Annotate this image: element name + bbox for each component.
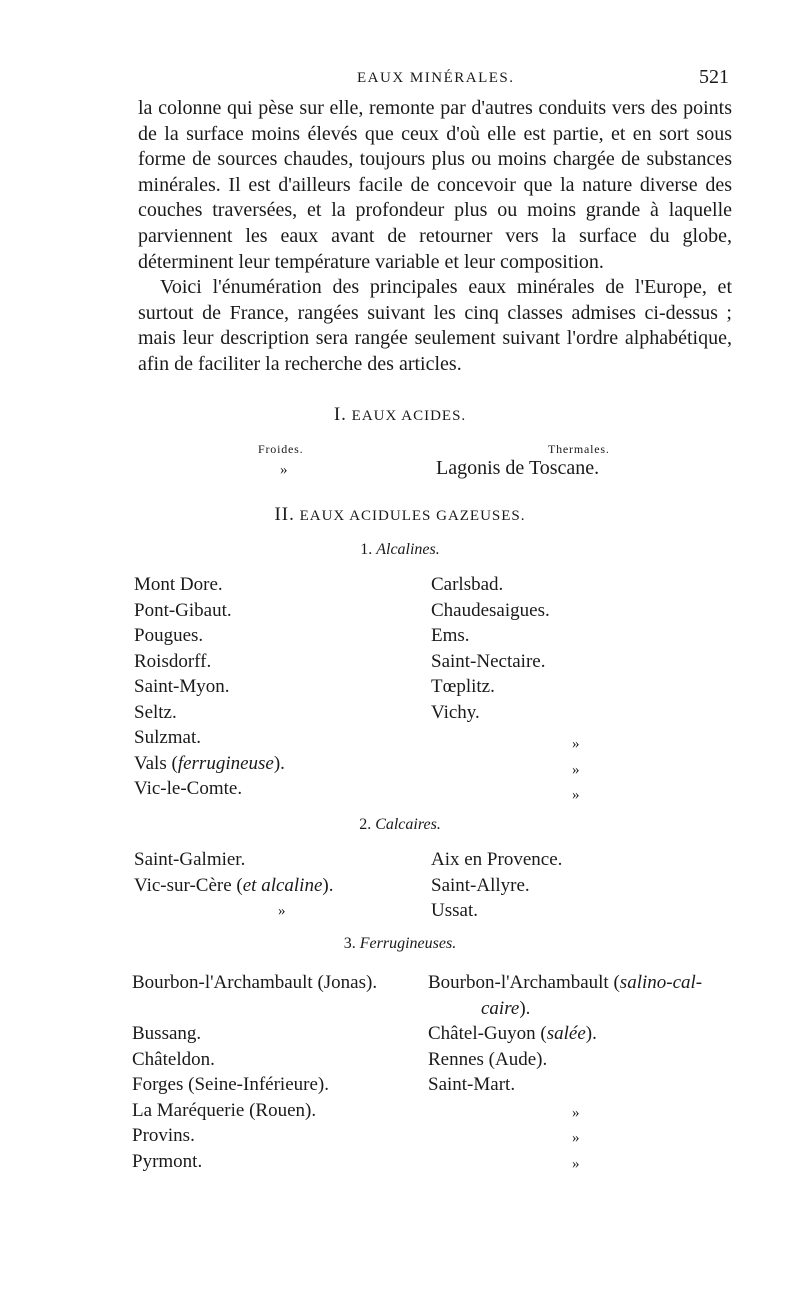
list-item: Pougues. — [134, 625, 204, 646]
list-item: Vic-le-Comte. — [134, 778, 243, 799]
list-item: Mont Dore. — [134, 574, 223, 595]
subsection-number: 3. — [343, 935, 356, 952]
list-item: Saint-Myon. — [134, 676, 230, 697]
paragraph-continuation: la colonne qui pèse sur elle, remonte par d'autres conduits vers des points de la surface moins élevés que ceux d'où elle est partie, et en sort sous forme de sources chaudes, toujours plus ou moins chargée de substances minérales. Il est d'ailleurs facile de concevoir que la nature diverse des couches traversées, et la profondeur plus ou moins grande à laquelle parviennent les eaux avant de retourner vers la surface du globe, déterminent leur température variable et leur composition. — [138, 97, 732, 273]
ditto-mark: » — [572, 1130, 580, 1146]
list-item: Forges (Seine-Inférieure). — [132, 1074, 329, 1095]
ditto-mark: » — [572, 762, 580, 778]
list-item: Tœplitz. — [431, 676, 495, 697]
ferrugineuses-froides-list — [132, 970, 377, 1174]
list-item-lagonis: Lagonis de Toscane. — [436, 457, 600, 479]
ditto-mark: » — [572, 1156, 580, 1172]
item-note: caire — [481, 997, 520, 1019]
list-item: Vichy. — [431, 701, 480, 723]
list-item: Pyrmont. — [132, 1150, 203, 1172]
list-item: Ems. — [431, 625, 470, 646]
subsection-heading-alcalines — [0, 541, 800, 559]
section-heading-eaux-acidules — [0, 504, 800, 526]
list-item: Saint-Allyre. — [431, 874, 530, 896]
running-title: EAUX MINÉRALES. — [357, 70, 515, 86]
column-head-thermales: Thermales. — [548, 442, 610, 456]
section-heading-eaux-acides — [0, 404, 800, 426]
column-head-froides: Froides. — [258, 442, 304, 456]
item-punct: ). — [585, 1023, 597, 1044]
item-punct: ). — [273, 752, 285, 774]
list-item: Chaudesaigues. — [431, 599, 550, 621]
item-punct: ). — [519, 997, 531, 1019]
ditto-mark: » — [280, 462, 288, 478]
section-title: EAUX ACIDES. — [351, 408, 467, 424]
list-item — [134, 751, 285, 777]
item-name: Châtel-Guyon ( — [428, 1023, 547, 1044]
list-item: Ussat. — [431, 900, 478, 921]
section-numeral: I. — [333, 404, 347, 425]
subsection-number: 1. — [360, 541, 373, 558]
subsection-title: Calcaires. — [375, 816, 441, 833]
list-item: Saint-Nectaire. — [431, 650, 546, 672]
subsection-title: Ferrugineuses. — [359, 935, 457, 952]
ditto-mark: » — [572, 736, 580, 752]
item-name: Bourbon-l'Archambault ( — [428, 972, 620, 993]
item-note: salée — [546, 1023, 586, 1044]
list-item: Rennes (Aude). — [428, 1048, 548, 1070]
list-item: Saint-Mart. — [428, 1074, 516, 1095]
list-item: Aix en Provence. — [431, 849, 563, 870]
item-note: ferrugineuse — [177, 752, 274, 774]
list-item: Roisdorff. — [134, 650, 212, 672]
list-item: Bussang. — [132, 1023, 202, 1044]
item-name: Vals ( — [134, 752, 178, 774]
list-item — [428, 1021, 702, 1047]
subsection-heading-calcaires — [0, 816, 800, 834]
list-item — [428, 970, 702, 996]
item-note: salino-cal- — [619, 972, 703, 993]
ferrugineuses-thermales-list — [428, 970, 702, 1098]
ditto-mark: » — [572, 1105, 580, 1121]
list-item: Pont-Gibaut. — [134, 599, 232, 621]
list-item: Châteldon. — [132, 1048, 215, 1070]
subsection-number: 2. — [359, 816, 372, 833]
list-item: La Maréquerie (Rouen). — [132, 1099, 317, 1121]
section-title: EAUX ACIDULES GAZEUSES. — [299, 508, 526, 524]
item-punct: ). — [322, 874, 334, 896]
list-item: Bourbon-l'Archambault (Jonas). — [132, 972, 378, 993]
alcalines-froides-list — [134, 572, 285, 802]
calcaires-froides-list — [134, 847, 333, 898]
page-number: 521 — [699, 66, 729, 88]
list-item-continuation — [428, 996, 702, 1022]
spacer — [132, 996, 377, 1022]
list-item: Provins. — [132, 1125, 195, 1146]
ditto-mark: » — [572, 787, 580, 803]
subsection-title: Alcalines. — [376, 541, 440, 558]
item-name: Vic-sur-Cère ( — [134, 874, 243, 896]
item-note: et alcaline — [242, 874, 323, 896]
section-numeral: II. — [274, 504, 295, 525]
alcalines-thermales-list — [431, 572, 550, 725]
calcaires-thermales-list — [431, 847, 562, 924]
body-text — [138, 96, 732, 378]
ditto-mark: » — [278, 903, 286, 919]
paragraph-enumeration-intro: Voici l'énumération des principales eaux minérales de l'Europe, et surtout de France, rangées suivant les cinq classes admises ci-dessus ; mais leur description sera rangée seulement suivant l'ordre alphabétique, afin de faciliter la recherche des articles. — [138, 276, 732, 375]
list-item: Sulzmat. — [134, 727, 202, 748]
list-item: Seltz. — [134, 701, 177, 723]
list-item: Saint-Galmier. — [134, 849, 246, 870]
subsection-heading-ferrugineuses — [0, 935, 800, 953]
list-item — [134, 873, 333, 899]
list-item: Carlsbad. — [431, 574, 504, 595]
